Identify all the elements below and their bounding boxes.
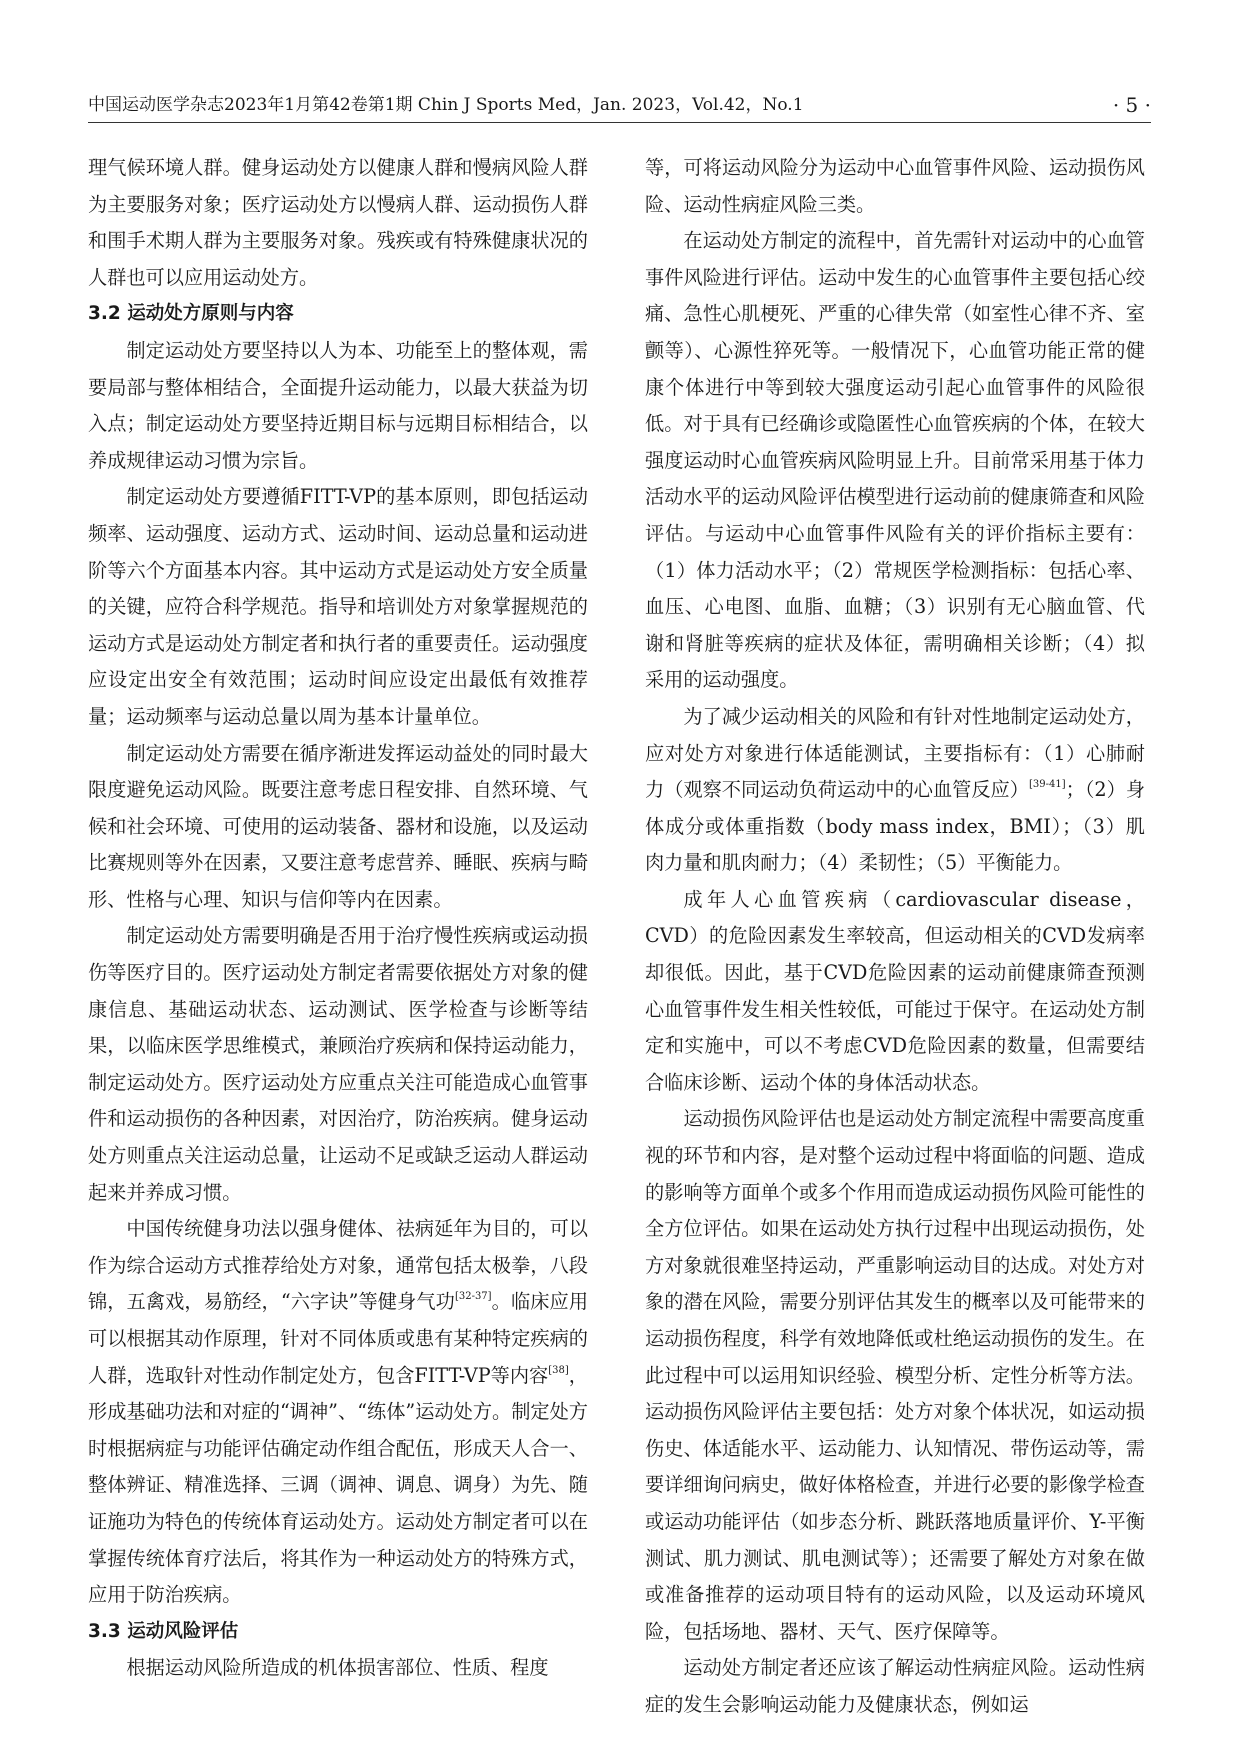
paragraph: 制定运动处方要遵循FITT-VP的基本原则，即包括运动频率、运动强度、运动方式、运动时间、运动总量和运动进阶等六个方面基本内容。其中运动方式是运动处方安全质量的关键，应符合科学规范。指导和培训处方对象掌握规范的运动方式是运动处方制定者和执行者的重要责任。运动强度应设定出安全有效范围；运动时间应设定出最低有效推荐量；运动频率与运动总量以周为基本计量单位。 (88, 485, 588, 728)
journal-citation: 中国运动医学杂志2023年1月第42卷第1期 Chin J Sports Med，Jan. 2023，Vol.42，No.1 (88, 95, 804, 115)
paragraph-text: ；（2）身体成分或体重指数（body mass index，BMI）；（3）肌肉力量和肌肉耐力；（4）柔韧性；（5）平衡能力。 (645, 778, 1146, 875)
running-header (88, 88, 1151, 123)
paragraph (88, 1211, 588, 1614)
page-number: · 5 · (1112, 93, 1151, 117)
paragraph: 理气候环境人群。健身运动处方以健康人群和慢病风险人群为主要服务对象；医疗运动处方以慢病人群、运动损伤人群和围手术期人群为主要服务对象。残疾或有特殊健康状况的人群也可以应用运动处方。 (88, 156, 588, 289)
paragraph-text: 为了减少运动相关的风险和有针对性地制定运动处方，应对处方对象进行体适能测试，主要指标有：（1）心肺耐力（观察不同运动负荷运动中的心血管反应） (645, 704, 1145, 802)
right-column (645, 150, 1145, 1724)
paragraph: 在运动处方制定的流程中，首先需针对运动中的心血管事件风险进行评估。运动中发生的心血管事件主要包括心绞痛、急性心肌梗死、严重的心律失常（如室性心律不齐、室颤等）、心源性猝死等。一般情况下，心血管功能正常的健康个体进行中等到较大强度运动引起心血管事件的风险很低。对于具有已经确诊或隐匿性心血管疾病的个体，在较大强度运动时心血管疾病风险明显上升。目前常采用基于体力活动水平的运动风险评估模型进行运动前的健康筛查和风险评估。与运动中心血管事件风险有关的评价指标主要有：（1）体力活动水平；（2）常规医学检测指标：包括心率、血压、心电图、血脂、血糖；（3）识别有无心脑血管、代谢和肾脏等疾病的症状及体征，需明确相关诊断；（4）拟采用的运动强度。 (645, 229, 1145, 692)
paragraph: 等，可将运动风险分为运动中心血管事件风险、运动损伤风险、运动性病症风险三类。 (645, 156, 1145, 216)
paragraph: 运动损伤风险评估也是运动处方制定流程中需要高度重视的环节和内容，是对整个运动过程中将面临的问题、造成的影响等方面单个或多个作用而造成运动损伤风险可能性的全方位评估。如果在运动处方执行过程中出现运动损伤，处方对象就很难坚持运动，严重影响运动目的达成。对处方对象的潜在风险，需要分别评估其发生的概率以及可能带来的运动损伤程度，科学有效地降低或杜绝运动损伤的发生。在此过程中可以运用知识经验、模型分析、定性分析等方法。运动损伤风险评估主要包括：处方对象个体状况，如运动损伤史、体适能水平、运动能力、认知情况、带伤运动等，需要详细询问病史，做好体格检查，并进行必要的影像学检查或运动功能评估（如步态分析、跳跃落地质量评价、Y-平衡测试、肌力测试、肌电测试等）；还需要了解处方对象在做或准备推荐的运动项目特有的运动风险，以及运动环境风险，包括场地、器材、天气、医疗保障等。 (645, 1107, 1145, 1643)
paragraph: 制定运动处方需要明确是否用于治疗慢性疾病或运动损伤等医疗目的。医疗运动处方制定者需要依据处方对象的健康信息、基础运动状态、运动测试、医学检查与诊断等结果，以临床医学思维模式，兼顾治疗疾病和保持运动能力，制定运动处方。医疗运动处方应重点关注可能造成心血管事件和运动损伤的各种因素，对因治疗，防治疾病。健身运动处方则重点关注运动总量，让运动不足或缺乏运动人群运动起来并养成习惯。 (88, 924, 588, 1204)
citation-ref: [38] (548, 1364, 569, 1376)
left-column (88, 150, 588, 1687)
paragraph: 制定运动处方需要在循序渐进发挥运动益处的同时最大限度避免运动风险。既要注意考虑日程安排、自然环境、气候和社会环境、可使用的运动装备、器材和设施，以及运动比赛规则等外在因素，又要注意考虑营养、睡眠、疾病与畸形、性格与心理、知识与信仰等内在因素。 (88, 741, 588, 911)
paragraph: 成年人心血管疾病（cardiovascular disease，CVD）的危险因素发生率较高，但运动相关的CVD发病率却很低。因此，基于CVD危险因素的运动前健康筛查预测心血管事件发生相关性较低，可能过于保守。在运动处方制定和实施中，可以不考虑CVD危险因素的数量，但需要结合临床诊断、运动个体的身体活动状态。 (645, 887, 1145, 1094)
paragraph: 制定运动处方要坚持以人为本、功能至上的整体观，需要局部与整体相结合，全面提升运动能力，以最大获益为切入点；制定运动处方要坚持近期目标与远期目标相结合，以养成规律运动习惯为宗旨。 (88, 338, 588, 472)
section-heading-3-3: 3.3 运动风险评估 (88, 1620, 239, 1642)
paragraph-text: 。临床应用可以根据其动作原理，针对不同体质或患有某种特定疾病的人群，选取针对性动作制定处方，包含FITT-VP等内容 (88, 1290, 589, 1387)
section-heading-3-2: 3.2 运动处方原则与内容 (88, 303, 294, 325)
paragraph: 根据运动风险所造成的机体损害部位、性质、程度 (126, 1656, 549, 1680)
citation-ref: [32-37] (454, 1291, 492, 1303)
citation-ref: [39-41] (1028, 779, 1066, 791)
paragraph-text: 中国传统健身功法以强身健体、祛病延年为目的，可以作为综合运动方式推荐给处方对象，通常包括太极拳，八段锦，五禽戏，易筋经，“六字诀”等健身气功 (88, 1217, 588, 1314)
paragraph-text: ，形成基础功法和对症的“调神”、“练体”运动处方。制定处方时根据病症与功能评估确定动作组合配伍，形成天人合一、整体辨证、精准选择、三调（调神、调息、调身）为先、随证施功为特色的传统体育运动处方。运动处方制定者可以在掌握传统体育疗法后，将其作为一种运动处方的特殊方式，应用于防治疾病。 (88, 1363, 588, 1607)
paragraph (645, 699, 1145, 882)
paragraph: 运动处方制定者还应该了解运动性病症风险。运动性病症的发生会影响运动能力及健康状态，例如运 (645, 1656, 1145, 1716)
